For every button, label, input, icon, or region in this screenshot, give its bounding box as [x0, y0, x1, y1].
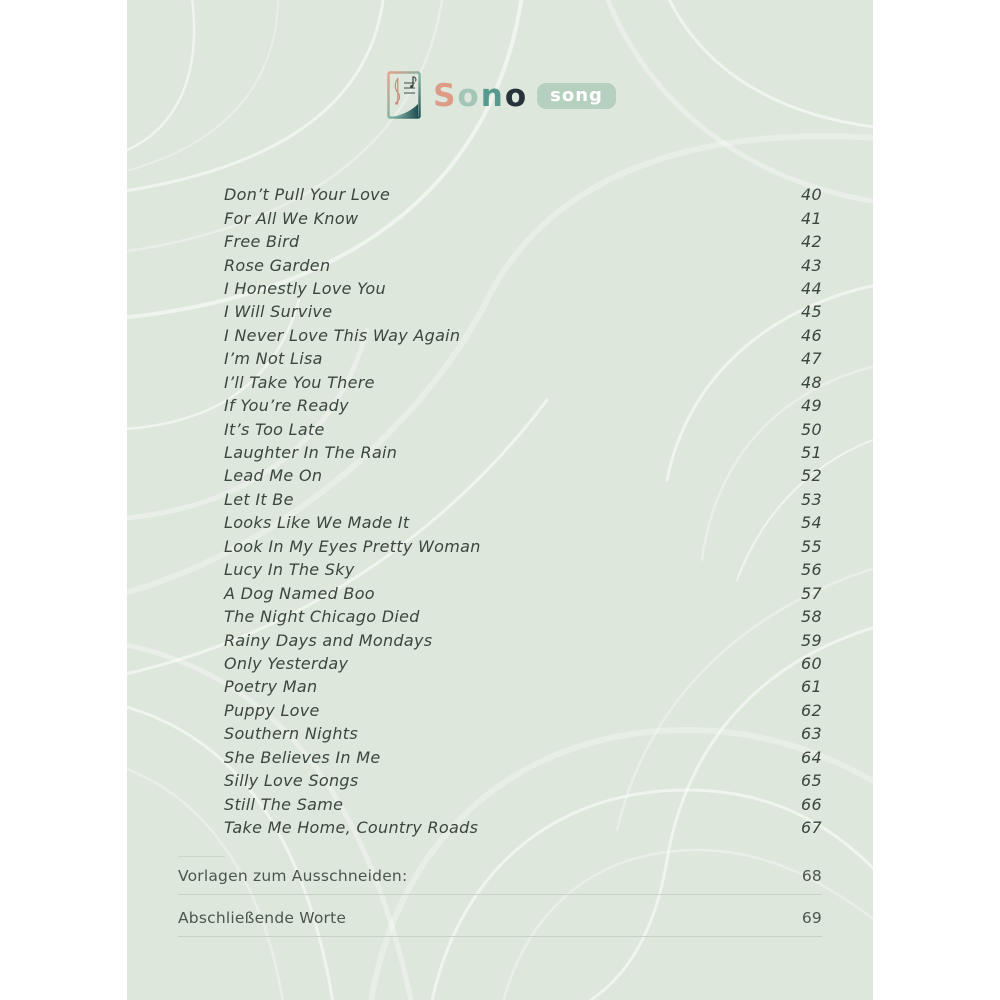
page-number: 57 [801, 583, 822, 603]
toc-entry [224, 206, 822, 229]
short-rule [178, 856, 225, 857]
song-title: Silly Love Songs [224, 771, 359, 791]
song-title: A Dog Named Boo [224, 583, 375, 603]
page-number: 40 [801, 185, 822, 205]
page-number: 42 [801, 232, 822, 252]
toc-entry [224, 183, 822, 206]
extras-entry [178, 904, 822, 937]
toc-entry [224, 581, 822, 604]
music-sheet-icon [384, 70, 424, 122]
toc-entry [224, 699, 822, 722]
toc-entry [224, 371, 822, 394]
song-title: Poetry Man [224, 677, 318, 697]
toc-entry [224, 558, 822, 581]
brand-name: S o n o [433, 77, 529, 114]
table-of-contents [224, 183, 822, 839]
song-title: I Will Survive [224, 302, 333, 322]
toc-entry [224, 816, 822, 839]
toc-entry [224, 652, 822, 675]
song-title: The Night Chicago Died [224, 607, 420, 627]
page-number: 52 [801, 466, 822, 486]
toc-entry [224, 535, 822, 558]
page-number: 61 [801, 677, 822, 697]
song-title: It’s Too Late [224, 419, 325, 439]
song-title: Southern Nights [224, 724, 358, 744]
toc-entry [224, 253, 822, 276]
song-title: Still The Same [224, 794, 344, 814]
book-page [127, 0, 873, 1000]
page-number: 67 [801, 818, 822, 838]
page-number: 44 [801, 278, 822, 298]
page-number: 55 [801, 536, 822, 556]
song-title: I’ll Take You There [224, 372, 375, 392]
song-title: Don’t Pull Your Love [224, 185, 391, 205]
toc-entry [224, 511, 822, 534]
song-title: Lead Me On [224, 466, 323, 486]
toc-entry [224, 300, 822, 323]
page-number: 54 [801, 513, 822, 533]
extras-title: Abschließende Worte [178, 909, 347, 927]
song-title: Look In My Eyes Pretty Woman [224, 536, 481, 556]
song-title: Rainy Days and Mondays [224, 630, 433, 650]
page-number: 69 [801, 909, 822, 927]
page-number: 60 [801, 653, 822, 673]
page-number: 50 [801, 419, 822, 439]
toc-entry [224, 769, 822, 792]
song-title: Looks Like We Made It [224, 513, 410, 533]
page-number: 45 [801, 302, 822, 322]
song-title: Free Bird [224, 232, 300, 252]
page-number: 43 [801, 255, 822, 275]
page-number: 66 [801, 794, 822, 814]
brand-badge: song [537, 83, 616, 109]
page-number: 65 [801, 771, 822, 791]
toc-entry [224, 230, 822, 253]
page-number: 48 [801, 372, 822, 392]
toc-entry [224, 488, 822, 511]
page-number: 62 [801, 700, 822, 720]
toc-entry [224, 394, 822, 417]
page-number: 58 [801, 607, 822, 627]
song-title: Take Me Home, Country Roads [224, 818, 479, 838]
page-number: 46 [801, 325, 822, 345]
extras-title: Vorlagen zum Ausschneiden: [178, 867, 408, 885]
toc-entry [224, 628, 822, 651]
song-title: Laughter In The Rain [224, 443, 398, 463]
song-title: If You’re Ready [224, 396, 349, 416]
toc-entry [224, 722, 822, 745]
song-title: Puppy Love [224, 700, 320, 720]
extras-list [178, 862, 822, 937]
song-title: Only Yesterday [224, 653, 349, 673]
toc-entry [224, 464, 822, 487]
page-number: 41 [801, 208, 822, 228]
toc-entry [224, 746, 822, 769]
logo [127, 70, 873, 122]
song-title: I Never Love This Way Again [224, 325, 461, 345]
toc-entry [224, 277, 822, 300]
song-title: She Believes In Me [224, 747, 381, 767]
song-title: Let It Be [224, 489, 294, 509]
page-number: 64 [801, 747, 822, 767]
page-number: 49 [801, 396, 822, 416]
song-title: Lucy In The Sky [224, 560, 355, 580]
page-number: 47 [801, 349, 822, 369]
page-number: 59 [801, 630, 822, 650]
extras-section [178, 856, 822, 937]
page-number: 68 [801, 867, 822, 885]
song-title: I Honestly Love You [224, 278, 386, 298]
song-title: I’m Not Lisa [224, 349, 323, 369]
toc-entry [224, 324, 822, 347]
toc-entry [224, 347, 822, 370]
page-number: 56 [801, 560, 822, 580]
song-title: Rose Garden [224, 255, 331, 275]
toc-entry [224, 605, 822, 628]
toc-entry [224, 441, 822, 464]
toc-entry [224, 417, 822, 440]
page-number: 63 [801, 724, 822, 744]
page-number: 51 [801, 443, 822, 463]
song-title: For All We Know [224, 208, 359, 228]
extras-entry [178, 862, 822, 895]
toc-entry [224, 675, 822, 698]
toc-entry [224, 792, 822, 815]
page-number: 53 [801, 489, 822, 509]
